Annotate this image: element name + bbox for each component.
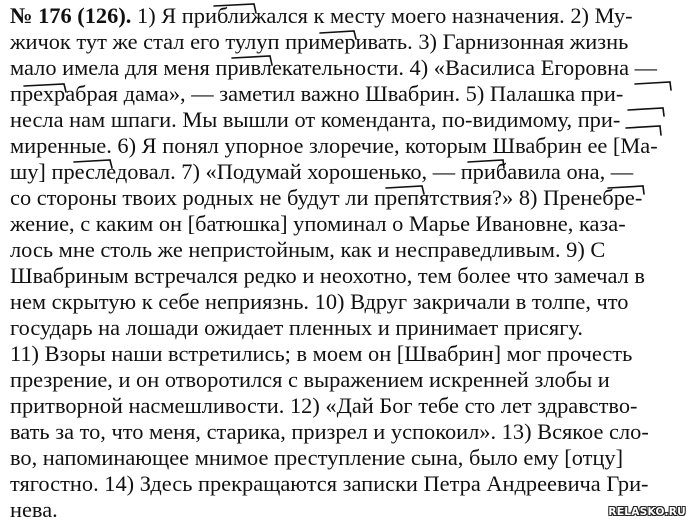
exercise-line-16: притворной насмешливости. 12) «Дай Бог тебе сто лет здравство- [10,393,638,418]
exercise-line-10: лось мне столь же непристойным, как и несправедливым. 9) С [10,237,606,262]
exercise-line-6: миренные. 6) Я понял упорное злоречие, которым Швабрин ее [Ма- [10,133,658,158]
exercise-line-11: Швабриным встречался редко и неохотно, тем более что замечал в [10,263,645,288]
exercise-line-12: нем скрытую к себе неприязнь. 10) Вдруг закричали в толпе, что [10,289,629,314]
exercise-line-14: 11) Взоры наши встретились; в моем он [Швабрин] мог прочесть [10,341,633,366]
exercise-line-1 [10,3,633,28]
exercise-line-2: жичок тут же стал его тулуп примеривать. 3) Гарнизонная жизнь [10,29,629,54]
exercise-line-19: тягостно. 14) Здесь прекращаются записки Петра Андреевича Гри- [10,471,649,496]
exercise-line-20: нева. [10,497,58,522]
exercise-line-7: шу] преследовал. 7) «Подумай хорошенько, — прибавила она, — [10,159,634,184]
exercise-line-text: 1) Я приближался к месту моего назначения. 2) Му- [137,3,633,28]
exercise-line-8: со стороны твоих родных не будут ли препятствия?» 8) Пренебре- [10,185,643,210]
exercise-line-17: вать за то, что меня, старика, призрел и успокоил». 13) Всякое сло- [10,419,649,444]
exercise-line-15: презрение, и он отворотился с выражением искренней злобы и [10,367,610,392]
exercise-line-9: жение, с каким он [батюшка] упоминал о Марье Ивановне, каза- [10,211,626,236]
exercise-line-3: мало имела для меня привлекательности. 4) «Василиса Егоровна — [10,55,658,80]
exercise-line-13: государь на лошади ожидает пленных и принимает присягу. [10,315,583,340]
exercise-line-18: во, напоминающее мнимое преступление сына, было ему [отцу] [10,445,624,470]
exercise-line-4: прехрабрая дама», — заметил важно Швабрин. 5) Палашка при- [10,81,624,106]
exercise-number: № 176 (126). [10,3,132,28]
exercise-page [2,0,692,521]
exercise-line-5: несла нам шпаги. Мы вышли от коменданта, по-видимому, при- [10,107,621,132]
site-watermark: RELASKO.RU [608,506,686,518]
